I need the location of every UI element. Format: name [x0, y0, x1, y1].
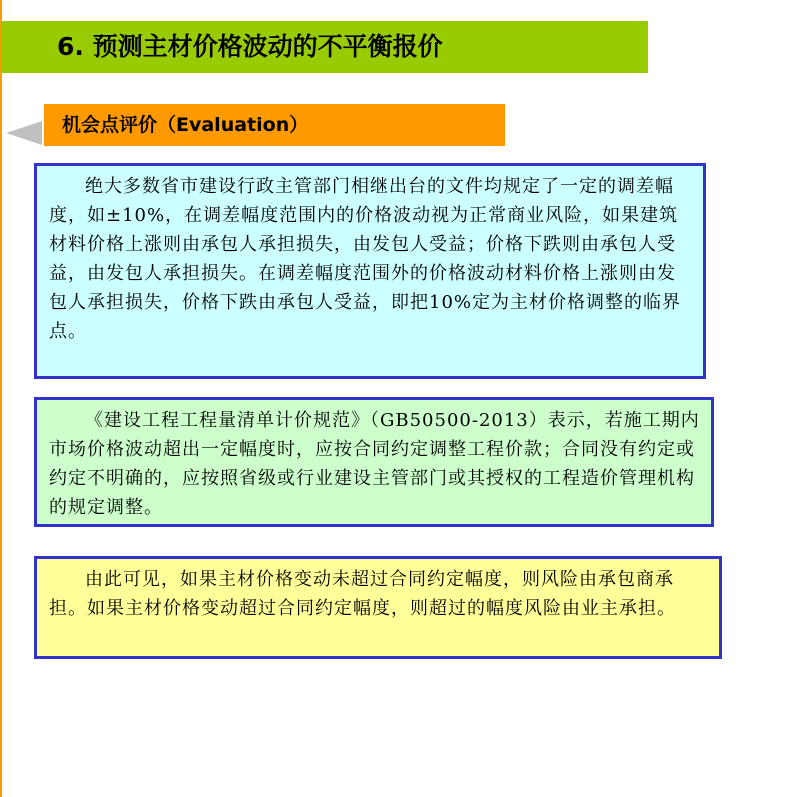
text-box-3: 由此可见，如果主材价格变动未超过合同约定幅度，则风险由承包商承担。如果主材价格变动超过合同约定幅度，则超过的幅度风险由业主承担。	[34, 556, 722, 659]
left-accent-line	[0, 0, 2, 797]
tab-pointer-shape	[6, 121, 42, 145]
section-label: 机会点评价（Evaluation）	[44, 104, 505, 146]
slide-title: 6. 预测主材价格波动的不平衡报价	[2, 21, 648, 73]
text-box-2: 《建设工程工程量清单计价规范》（GB50500-2013）表示，若施工期内市场价格波动超出一定幅度时，应按合同约定调整工程价款；合同没有约定或约定不明确的，应按照省级或行业建设主管部门或其授权的工程造价管理机构的规定调整。	[34, 397, 714, 527]
text-box-1: 绝大多数省市建设行政主管部门相继出台的文件均规定了一定的调差幅度，如±10%，在调差幅度范围内的价格波动视为正常商业风险，如果建筑材料价格上涨则由承包人承担损失，由发包人受益；价格下跌则由承包人受益，由发包人承担损失。在调差幅度范围外的价格波动材料价格上涨则由发包人承担损失，价格下跌由承包人受益，即把10%定为主材价格调整的临界点。	[34, 163, 706, 379]
